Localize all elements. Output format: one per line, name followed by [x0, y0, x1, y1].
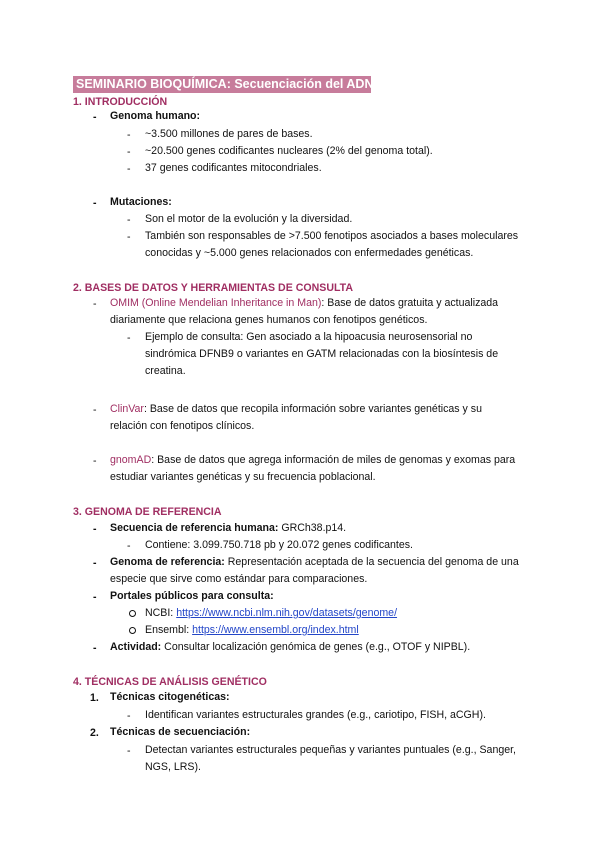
mutaciones-item: conocidas y ~5.000 genes relacionados con enfermedades genéticas. [145, 247, 474, 259]
genoma-referencia-entry [110, 554, 519, 571]
bullet-dash: - [93, 557, 97, 569]
section-heading-genoma-referencia: 3. GENOMA DE REFERENCIA [73, 506, 222, 518]
bullet-dash: - [93, 404, 97, 416]
tecnicas-citogeneticas-label: Técnicas citogenéticas: [110, 691, 230, 703]
bullet-dash: - [93, 642, 97, 654]
actividad-label: Actividad: [110, 641, 162, 653]
referencia-value: GRCh38.p14. [278, 522, 347, 534]
bullet-circle [129, 610, 136, 617]
section-heading-tecnicas: 4. TÉCNICAS DE ANÁLISIS GENÉTICO [73, 676, 267, 688]
document-title: SEMINARIO BIOQUÍMICA: Secuenciación del ADN [73, 76, 371, 93]
section-heading-bases-de-datos: 2. BASES DE DATOS Y HERRAMIENTAS DE CONSULTA [73, 282, 353, 294]
clinvar-desc-cont: relación con fenotipos clínicos. [110, 420, 255, 432]
ensembl-entry [145, 622, 359, 639]
bullet-dash: - [127, 146, 131, 158]
tecnicas-secuenciacion-desc: Detectan variantes estructurales pequeñas y variantes puntuales (e.g., Sanger, [145, 744, 517, 756]
genoma-item: ~3.500 millones de pares de bases. [145, 128, 313, 140]
list-number: 2. [90, 727, 99, 739]
genoma-referencia-desc: Representación aceptada de la secuencia del genoma de una [224, 556, 519, 568]
omim-desc: : Base de datos gratuita y actualizada [321, 297, 499, 309]
clinvar-desc: : Base de datos que recopila información sobre variantes genéticas y su [143, 403, 482, 415]
section-heading-introduccion: 1. INTRODUCCIÓN [73, 96, 168, 108]
bullet-dash: - [93, 111, 97, 123]
genoma-referencia-desc-cont: especie que sirve como estándar para comparaciones. [110, 573, 368, 585]
bullet-dash: - [127, 214, 131, 226]
omim-example: creatina. [145, 365, 186, 377]
ensembl-label: Ensembl: [145, 624, 193, 636]
bullet-dash: - [127, 710, 131, 722]
mutaciones-item: También son responsables de >7.500 fenotipos asociados a bases moleculares [145, 230, 519, 242]
gnomad-name: gnomAD [110, 454, 152, 466]
ncbi-label: NCBI: [145, 607, 177, 619]
referencia-label: Secuencia de referencia humana: [110, 522, 279, 534]
mutaciones-item: Son el motor de la evolución y la diversidad. [145, 213, 353, 225]
bullet-dash: - [93, 197, 97, 209]
ensembl-link[interactable]: https://www.ensembl.org/index.html [192, 624, 359, 636]
bullet-dash: - [93, 523, 97, 535]
omim-example: Ejemplo de consulta: Gen asociado a la hipoacusia neurosensorial no [145, 331, 473, 343]
omim-name: OMIM (Online Mendelian Inheritance in Man) [110, 297, 322, 309]
omim-desc-cont: diariamente que relaciona genes humanos con fenotipos genéticos. [110, 314, 428, 326]
tecnicas-secuenciacion-desc-cont: NGS, LRS). [145, 761, 201, 773]
mutaciones-label: Mutaciones: [110, 196, 172, 208]
tecnicas-secuenciacion-label: Técnicas de secuenciación: [110, 726, 251, 738]
bullet-dash: - [127, 129, 131, 141]
actividad-desc: Consultar localización genómica de genes (e.g., OTOF y NIPBL). [161, 641, 471, 653]
bullet-dash: - [127, 540, 131, 552]
genoma-item: 37 genes codificantes mitocondriales. [145, 162, 322, 174]
omim-example: sindrómica DFNB9 o variantes en GATM relacionadas con la biosíntesis de [145, 348, 499, 360]
list-number: 1. [90, 692, 99, 704]
bullet-dash: - [93, 591, 97, 603]
bullet-dash: - [127, 163, 131, 175]
bullet-dash: - [93, 298, 97, 310]
gnomad-desc-cont: estudiar variantes genéticas y su frecuencia poblacional. [110, 471, 376, 483]
referencia-sub: Contiene: 3.099.750.718 pb y 20.072 genes codificantes. [145, 539, 413, 551]
ncbi-entry [145, 605, 397, 622]
bullet-dash: - [127, 231, 131, 243]
genoma-item: ~20.500 genes codificantes nucleares (2% del genoma total). [145, 145, 433, 157]
clinvar-name: ClinVar [110, 403, 144, 415]
bullet-dash: - [93, 455, 97, 467]
gnomad-desc: : Base de datos que agrega información de miles de genomas y exomas para [151, 454, 516, 466]
bullet-dash: - [127, 332, 131, 344]
referencia-entry [110, 520, 346, 537]
clinvar-entry [110, 401, 482, 418]
bullet-dash: - [127, 745, 131, 757]
genoma-humano-label: Genoma humano: [110, 110, 201, 122]
portales-label: Portales públicos para consulta: [110, 590, 274, 602]
ncbi-link[interactable]: https://www.ncbi.nlm.nih.gov/datasets/genome/ [176, 607, 398, 619]
tecnicas-citogeneticas-desc: Identifican variantes estructurales grandes (e.g., cariotipo, FISH, aCGH). [145, 709, 486, 721]
genoma-referencia-label: Genoma de referencia: [110, 556, 225, 568]
omim-entry [110, 295, 498, 312]
gnomad-entry [110, 452, 515, 469]
bullet-circle [129, 627, 136, 634]
actividad-entry [110, 639, 470, 656]
